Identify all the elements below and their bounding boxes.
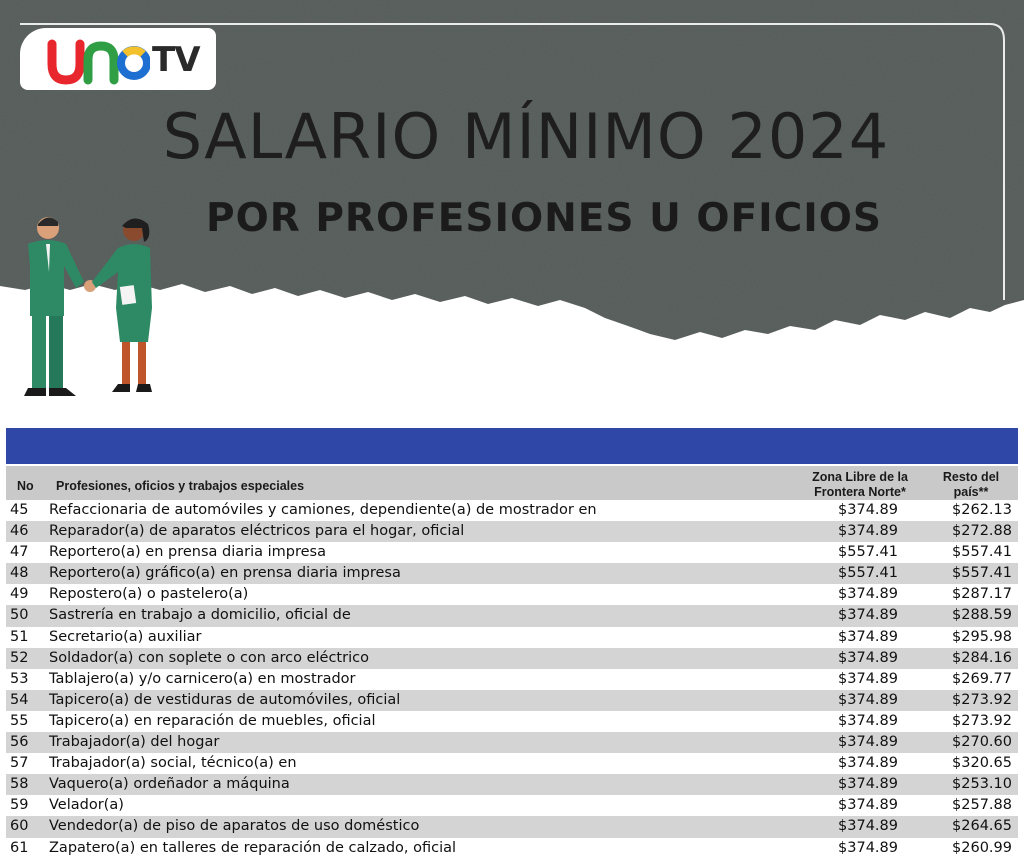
row-resto-pais-salary: $253.10: [952, 776, 1012, 793]
row-profession: Secretario(a) auxiliar: [49, 628, 202, 645]
row-resto-pais-salary: $262.13: [952, 502, 1012, 518]
row-resto-pais-salary: $273.92: [952, 691, 1012, 708]
row-number: 57: [10, 755, 29, 772]
blue-divider-band: [6, 428, 1018, 464]
table-row: [6, 521, 1018, 542]
row-profession: Zapatero(a) en talleres de reparación de calzado, oficial: [49, 839, 457, 856]
row-number: 53: [10, 670, 29, 687]
table-row: [6, 584, 1018, 605]
row-profession: Repostero(a) o pastelero(a): [49, 586, 249, 603]
header-zona-libre: [796, 470, 924, 500]
table-row: [6, 605, 1018, 626]
row-profession: Vaquero(a) ordeñador a máquina: [49, 776, 290, 793]
row-resto-pais-salary: $287.17: [952, 586, 1012, 603]
row-profession: Reportero(a) gráfico(a) en prensa diaria impresa: [49, 565, 401, 582]
table-row: [6, 774, 1018, 795]
row-resto-pais-salary: $284.16: [952, 649, 1012, 666]
row-zona-libre-salary: $374.89: [838, 797, 898, 814]
row-zona-libre-salary: $557.41: [838, 565, 898, 582]
row-profession: Reparador(a) de aparatos eléctricos para el hogar, oficial: [49, 523, 465, 540]
table-body: [6, 500, 1018, 859]
row-number: 61: [10, 839, 29, 856]
row-number: 46: [10, 523, 29, 540]
row-profession: Trabajador(a) social, técnico(a) en: [49, 755, 297, 772]
row-number: 50: [10, 607, 29, 624]
header-profession: Profesiones, oficios y trabajos especiales: [56, 479, 305, 493]
row-profession: Trabajador(a) del hogar: [49, 734, 220, 751]
row-number: 55: [10, 712, 29, 729]
row-zona-libre-salary: $374.89: [838, 839, 898, 856]
row-zona-libre-salary: $374.89: [838, 607, 898, 624]
row-number: 60: [10, 818, 29, 835]
header-no: No: [17, 479, 34, 493]
row-zona-libre-salary: $374.89: [838, 691, 898, 708]
table-row: [6, 542, 1018, 563]
row-profession: Vendedor(a) de piso de aparatos de uso doméstico: [49, 818, 420, 835]
row-number: 45: [10, 502, 29, 518]
table-row: [6, 711, 1018, 732]
table-row: [6, 795, 1018, 816]
table-row: [6, 627, 1018, 648]
table-header-row: [6, 466, 1018, 500]
page-title: SALARIO MÍNIMO 2024: [162, 100, 890, 173]
row-resto-pais-salary: $288.59: [952, 607, 1012, 624]
row-profession: Tablajero(a) y/o carnicero(a) en mostrador: [49, 670, 356, 687]
row-zona-libre-salary: $374.89: [838, 523, 898, 540]
table-row: [6, 500, 1018, 521]
page-subtitle: POR PROFESIONES U OFICIOS: [205, 196, 883, 241]
header-resto-line1: Resto del: [942, 470, 1000, 484]
row-resto-pais-salary: $257.88: [952, 797, 1012, 814]
table-row: [6, 753, 1018, 774]
header-zona-line1: Zona Libre de la: [812, 470, 908, 484]
row-resto-pais-salary: $295.98: [952, 628, 1012, 645]
table-row: [6, 669, 1018, 690]
table-row: [6, 838, 1018, 859]
row-resto-pais-salary: $264.65: [952, 818, 1012, 835]
row-number: 56: [10, 734, 29, 751]
logo-tv-text: TV: [152, 40, 200, 80]
row-profession: Tapicero(a) en reparación de muebles, oficial: [49, 712, 376, 729]
row-profession: Tapicero(a) de vestiduras de automóviles, oficial: [49, 691, 401, 708]
row-resto-pais-salary: $273.92: [952, 712, 1012, 729]
table-row: [6, 816, 1018, 837]
row-zona-libre-salary: $557.41: [838, 544, 898, 561]
row-resto-pais-salary: $270.60: [952, 734, 1012, 751]
row-zona-libre-salary: $374.89: [838, 670, 898, 687]
row-profession: Velador(a): [49, 797, 124, 814]
row-profession: Reportero(a) en prensa diaria impresa: [49, 544, 327, 561]
row-number: 51: [10, 628, 29, 645]
row-zona-libre-salary: $374.89: [838, 712, 898, 729]
header-resto-pais: [936, 470, 1006, 500]
header-zona-line2: Frontera Norte*: [814, 485, 906, 499]
row-zona-libre-salary: $374.89: [838, 818, 898, 835]
table-row: [6, 732, 1018, 753]
row-number: 58: [10, 776, 29, 793]
row-zona-libre-salary: $374.89: [838, 755, 898, 772]
row-profession: Sastrería en trabajo a domicilio, oficial de: [49, 607, 351, 624]
unotv-logo: [46, 34, 200, 86]
row-zona-libre-salary: $374.89: [838, 628, 898, 645]
row-resto-pais-salary: $320.65: [952, 755, 1012, 772]
row-zona-libre-salary: $374.89: [838, 734, 898, 751]
row-profession: Refaccionaria de automóviles y camiones, dependiente(a) de mostrador en: [49, 502, 597, 518]
handshake-people-illustration: [18, 212, 168, 407]
row-resto-pais-salary: $269.77: [952, 670, 1012, 687]
row-profession: Soldador(a) con soplete o con arco eléctrico: [49, 649, 369, 666]
table-row: [6, 648, 1018, 669]
row-number: 54: [10, 691, 29, 708]
table-row: [6, 563, 1018, 584]
salary-table: [6, 466, 1018, 859]
table-row: [6, 690, 1018, 711]
row-number: 52: [10, 649, 29, 666]
row-number: 48: [10, 565, 29, 582]
row-number: 59: [10, 797, 29, 814]
row-resto-pais-salary: $260.99: [952, 839, 1012, 856]
row-zona-libre-salary: $374.89: [838, 649, 898, 666]
uno-logo-mark: [46, 34, 150, 86]
row-resto-pais-salary: $557.41: [952, 544, 1012, 561]
row-number: 49: [10, 586, 29, 603]
row-number: 47: [10, 544, 29, 561]
row-zona-libre-salary: $374.89: [838, 776, 898, 793]
row-resto-pais-salary: $557.41: [952, 565, 1012, 582]
header-resto-line2: país**: [953, 485, 989, 499]
row-resto-pais-salary: $272.88: [952, 523, 1012, 540]
row-zona-libre-salary: $374.89: [838, 586, 898, 603]
row-zona-libre-salary: $374.89: [838, 502, 898, 518]
header-banner: [0, 0, 1024, 430]
